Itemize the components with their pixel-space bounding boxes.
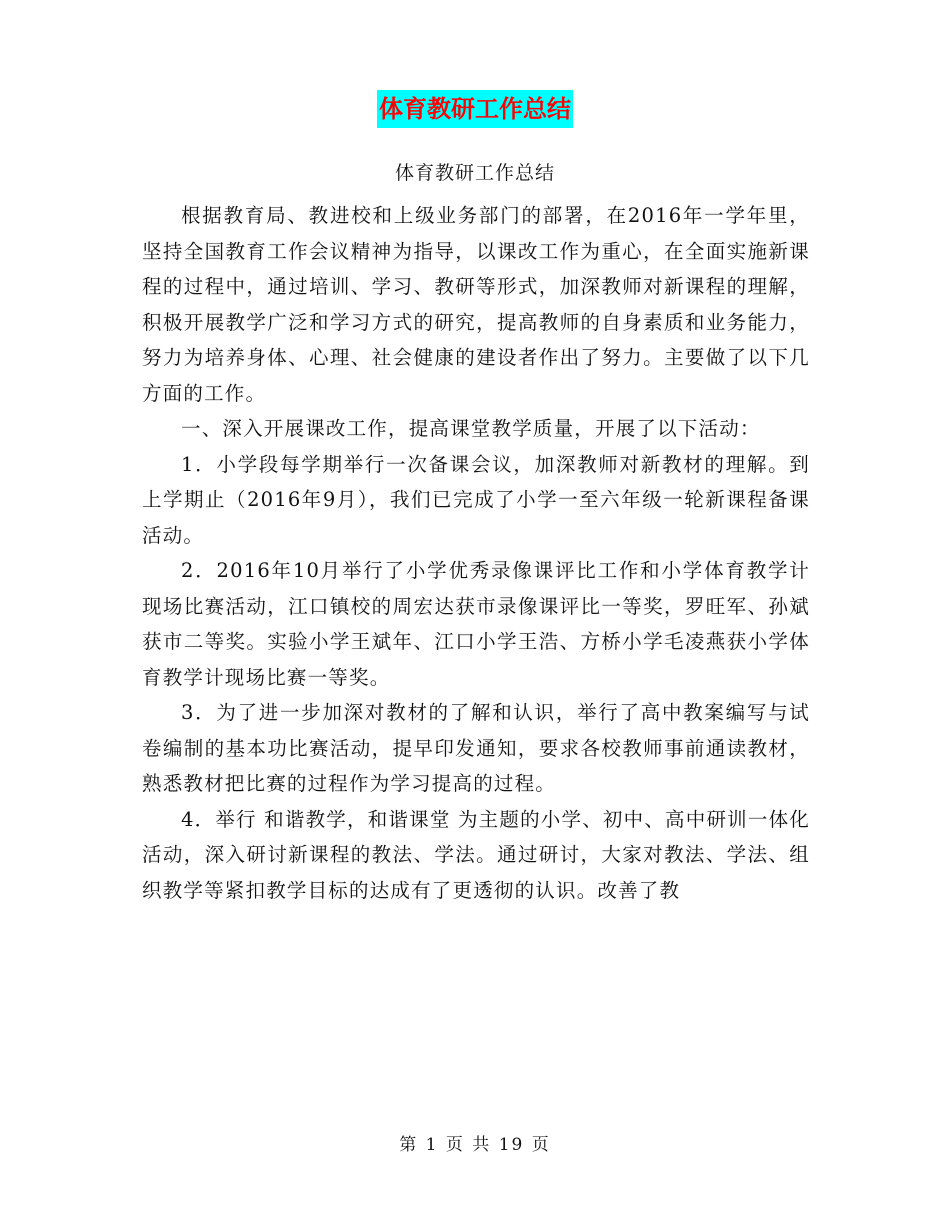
document-title-container xyxy=(0,90,950,128)
document-body xyxy=(142,198,810,908)
document-title: 体育教研工作总结 xyxy=(377,90,573,128)
document-subtitle: 体育教研工作总结 xyxy=(394,162,555,184)
page-number-footer: 第 1 页 共 19 页 xyxy=(399,1135,551,1155)
paragraph-intro: 根据教育局、教进校和上级业务部门的部署，在2016年一学年里，坚持全国教育工作会议精神为指导，以课改工作为重心，在全面实施新课程的过程中，通过培训、学习、教研等形式，加深教师对新课程的理解，积极开展教学广泛和学习方式的研究，提高教师的自身素质和业务能力，努力为培养身体、心理、社会健康的建设者作出了努力。主要做了以下几方面的工作。 xyxy=(142,204,810,405)
paragraph-item-3: 3．为了进一步加深对教材的了解和认识，举行了高中教案编写与试卷编制的基本功比赛活动，提早印发通知，要求各校教师事前通读教材，熟悉教材把比赛的过程作为学习提高的过程。 xyxy=(142,701,810,795)
paragraph-item-2: 2．2016年10月举行了小学优秀录像课评比工作和小学体育教学计现场比赛活动，江口镇校的周宏达获市录像课评比一等奖，罗旺军、孙斌获市二等奖。实验小学王斌年、江口小学王浩、方桥小学毛凌燕获小学体育教学计现场比赛一等奖。 xyxy=(142,559,810,689)
paragraph-item-4: 4．举行 和谐教学，和谐课堂 为主题的小学、初中、高中研训一体化活动，深入研讨新课程的教法、学法。通过研讨，大家对教法、学法、组织教学等紧扣教学目标的达成有了更透彻的认识。改善了教 xyxy=(142,807,810,902)
paragraph-item-1: 1．小学段每学期举行一次备课会议，加深教师对新教材的理解。到上学期止（2016年9月），我们已完成了小学一至六年级一轮新课程备课活动。 xyxy=(142,452,810,547)
paragraph-section-heading: 一、深入开展课改工作，提高课堂教学质量，开展了以下活动： xyxy=(181,417,761,440)
